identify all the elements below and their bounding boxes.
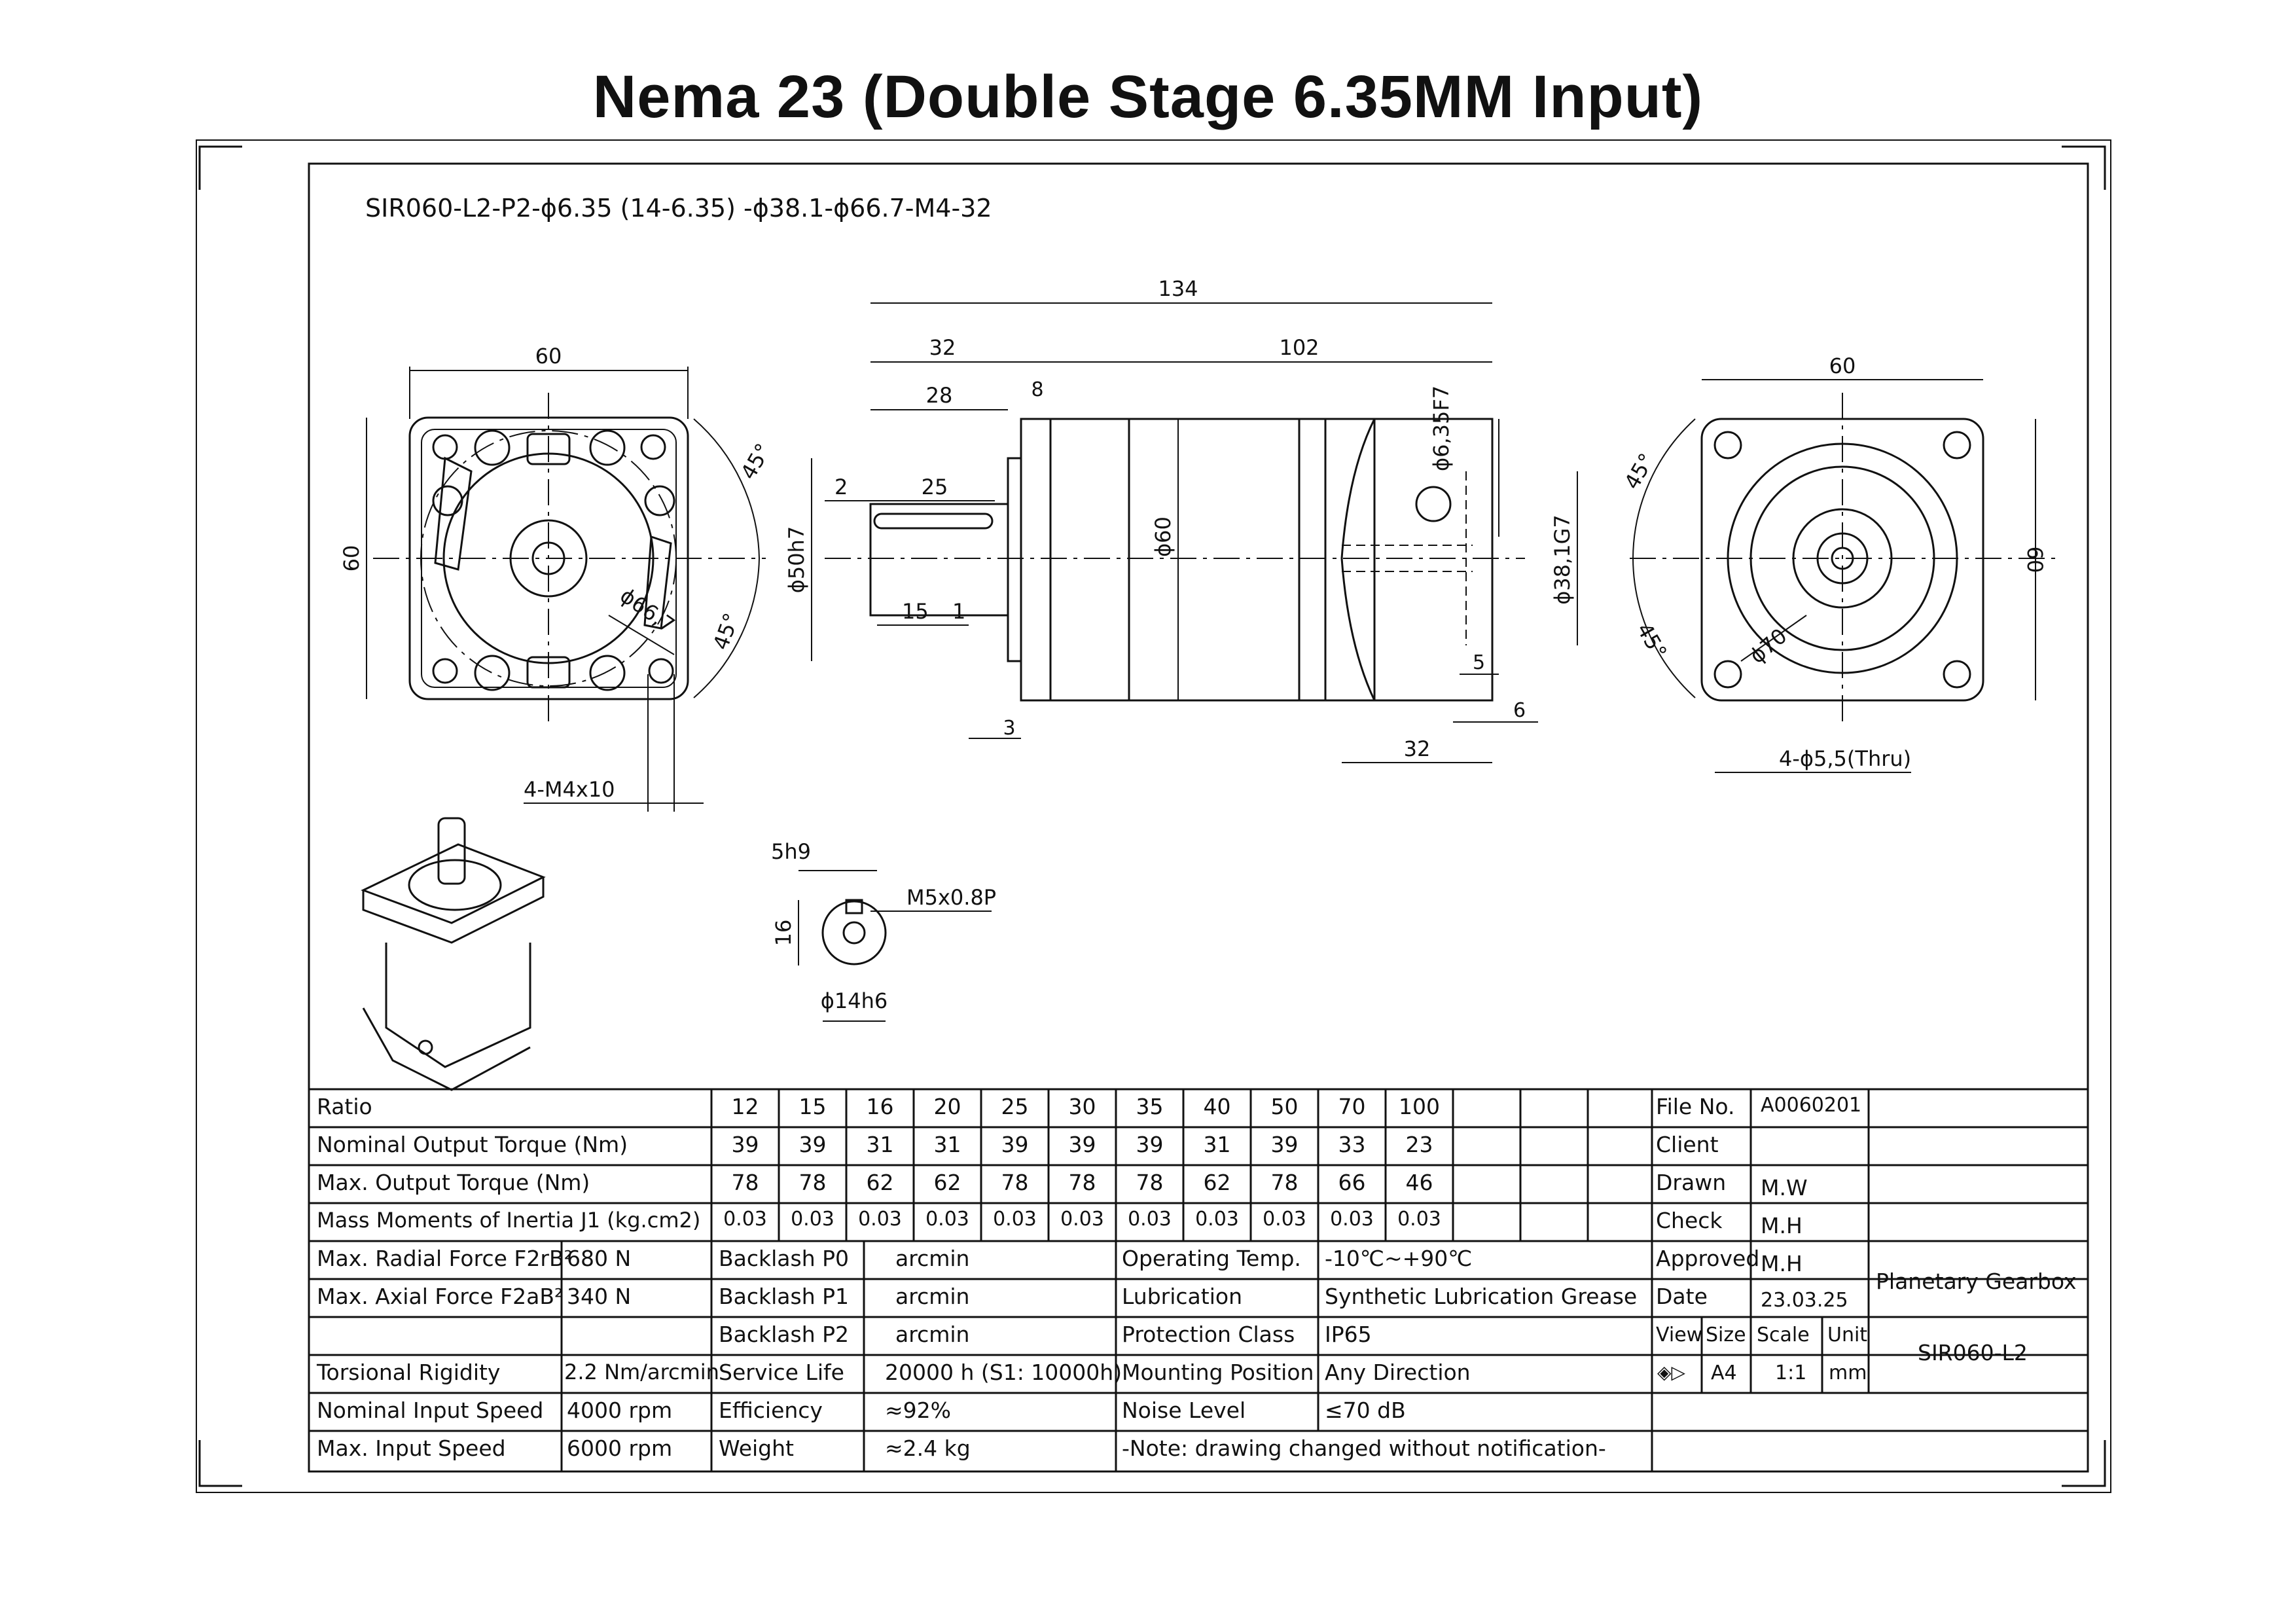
ratio-cell: 50 [1270,1094,1299,1119]
angle-rear-top: 45° [1619,448,1660,494]
product-name: Planetary Gearbox [1876,1269,2077,1294]
efficiency-label: Efficiency [719,1398,823,1423]
nominal-input-speed-value: 4000 rpm [567,1398,673,1423]
max-torque-cell: 62 [1203,1170,1231,1195]
check-label: Check [1656,1208,1723,1233]
nominal-torque-cell: 39 [1001,1132,1029,1157]
date-label: Date [1656,1284,1708,1309]
product-code: SIR060-L2 [1918,1340,2028,1365]
max-torque-cell: 78 [1001,1170,1029,1195]
service-life-label: Service Life [719,1360,844,1385]
inertia-label: Mass Moments of Inertia J1 (kg.cm2) [317,1208,701,1233]
dim-shaft-len: 28 [925,383,953,408]
view-label: View [1656,1324,1703,1346]
client-label: Client [1656,1132,1719,1157]
dim-key-len: 25 [921,475,948,499]
weight-value: ≈2.4 kg [885,1435,971,1461]
ratio-cell: 70 [1338,1094,1366,1119]
axial-force-value: 340 N [567,1284,632,1309]
dim-shaft-thread: M5x0.8P [906,885,997,910]
max-torque-cell: 78 [731,1170,759,1195]
ratio-cell: 15 [798,1094,827,1119]
backlash-p0-label: Backlash P0 [719,1246,849,1271]
max-torque-cell: 78 [798,1170,827,1195]
date-value: 23.03.25 [1761,1289,1848,1312]
mounting-position-value: Any Direction [1325,1360,1471,1385]
angle-rear-bottom: 45° [1632,619,1672,664]
torsional-rigidity-value: 2.2 Nm/arcmin [564,1360,719,1384]
noise-level-label: Noise Level [1122,1398,1246,1423]
dim-rear-len: 32 [1403,736,1431,761]
inertia-cell: 0.03 [723,1208,767,1231]
dim-input-pilot: ϕ38,1G7 [1550,514,1575,605]
ratio-cell: 35 [1136,1094,1164,1119]
file-no-label: File No. [1656,1094,1735,1119]
noise-level-value: ≤70 dB [1325,1398,1406,1423]
ratio-label: Ratio [317,1094,372,1119]
axial-force-label: Max. Axial Force F2aB² [317,1284,564,1309]
weight-label: Weight [719,1435,794,1461]
dim-side-total: 134 [1158,276,1198,301]
torsional-rigidity-label: Torsional Rigidity [317,1360,501,1385]
radial-force-label: Max. Radial Force F2rB² [317,1246,573,1271]
nominal-torque-cell: 39 [798,1132,827,1157]
nominal-torque-cell: 39 [1068,1132,1096,1157]
scale-value: 1:1 [1775,1362,1807,1384]
dim-input-bore: ϕ6,35F7 [1429,385,1454,471]
inertia-cell: 0.03 [1060,1208,1104,1231]
nominal-torque-cell: 39 [1270,1132,1299,1157]
max-torque-cell: 62 [866,1170,894,1195]
ratio-cell: 30 [1068,1094,1096,1119]
lubrication-value: Synthetic Lubrication Grease [1325,1284,1638,1309]
inertia-cell: 0.03 [993,1208,1037,1231]
nominal-torque-cell: 23 [1405,1132,1433,1157]
inertia-cell: 0.03 [1195,1208,1239,1231]
dim-pilot: ϕ50h7 [784,526,809,594]
dim-front-width: 60 [535,344,562,369]
scale-label: Scale [1757,1324,1810,1346]
protection-class-label: Protection Class [1122,1322,1295,1347]
angle-front-top: 45° [736,439,776,484]
dim-flange-thk: 8 [1031,378,1044,401]
approved-label: Approved [1656,1246,1760,1271]
dim-front-holes: 4-M4x10 [524,777,615,802]
drawn-label: Drawn [1656,1170,1727,1195]
inertia-cell: 0.03 [791,1208,834,1231]
dim-tap-len: 15 [902,599,929,624]
unit-label: Unit [1827,1324,1868,1346]
backlash-p1-label: Backlash P1 [719,1284,849,1309]
nominal-torque-cell: 33 [1338,1132,1366,1157]
dim-shaft-dia: ϕ14h6 [820,988,888,1013]
nominal-torque-cell: 31 [1203,1132,1231,1157]
torque-max-label: Max. Output Torque (Nm) [317,1170,590,1195]
max-input-speed-label: Max. Input Speed [317,1435,506,1461]
nominal-input-speed-label: Nominal Input Speed [317,1398,544,1423]
inertia-cell: 0.03 [1397,1208,1441,1231]
approved-value: M.H [1761,1251,1803,1276]
ratio-cell: 25 [1001,1094,1029,1119]
page-title: Nema 23 (Double Stage 6.35MM Input) [592,63,1704,130]
inertia-cell: 0.03 [1263,1208,1306,1231]
max-torque-cell: 66 [1338,1170,1366,1195]
size-label: Size [1706,1324,1746,1346]
max-torque-cell: 78 [1270,1170,1299,1195]
unit-value: mm [1829,1362,1867,1384]
protection-class-value: IP65 [1325,1322,1372,1347]
dim-pilot-h: 3 [1003,717,1016,740]
inertia-cell: 0.03 [858,1208,902,1231]
torque-nominal-label: Nominal Output Torque (Nm) [317,1132,628,1157]
angle-front-bottom: 45° [708,609,744,653]
dim-side-body: 102 [1279,335,1319,360]
projection-icon: ◈▷ [1657,1362,1686,1383]
dim-tap-off: 1 [952,599,966,624]
backlash-p2-value: arcmin [895,1322,970,1347]
drawn-value: M.W [1761,1175,1808,1200]
ratio-cell: 12 [731,1094,759,1119]
dim-shaft-height: 16 [771,919,796,947]
ratio-cell: 40 [1203,1094,1231,1119]
dim-side-flange: 32 [929,335,956,360]
lubrication-label: Lubrication [1122,1284,1242,1309]
dim-rear-height: 60 [2022,546,2047,573]
nominal-torque-cell: 39 [1136,1132,1164,1157]
max-torque-cell: 78 [1136,1170,1164,1195]
nominal-torque-cell: 39 [731,1132,759,1157]
size-value: A4 [1711,1362,1737,1384]
ratio-cell: 100 [1399,1094,1440,1119]
ratio-cell: 16 [866,1094,894,1119]
service-life-value: 20000 h (S1: 10000h) [885,1360,1122,1385]
dim-rear-pcd: ϕ70 [1744,623,1792,669]
dim-rear-holes: 4-ϕ5,5(Thru) [1779,746,1912,771]
dim-shaft-key: 5h9 [771,839,811,864]
dim-front-height: 60 [339,545,364,572]
mounting-position-label: Mounting Position [1122,1360,1314,1385]
operating-temp-label: Operating Temp. [1122,1246,1301,1271]
dim-body-dia: ϕ60 [1151,516,1175,557]
inertia-cell: 0.03 [925,1208,969,1231]
max-torque-cell: 62 [933,1170,961,1195]
dim-5: 5 [1473,651,1486,674]
model-code: SIR060-L2-P2-ϕ6.35 (14-6.35) -ϕ38.1-ϕ66.7-M4-32 [365,194,992,223]
efficiency-value: ≈92% [885,1398,951,1423]
dim-key-off: 2 [834,475,848,499]
nominal-torque-cell: 31 [866,1132,894,1157]
max-input-speed-value: 6000 rpm [567,1435,673,1461]
backlash-p2-label: Backlash P2 [719,1322,849,1347]
inertia-cell: 0.03 [1330,1208,1374,1231]
max-torque-cell: 46 [1405,1170,1433,1195]
drawing-note: -Note: drawing changed without notification- [1122,1435,1606,1461]
operating-temp-value: -10℃~+90℃ [1325,1246,1473,1271]
dim-rear-width: 60 [1829,353,1856,378]
nominal-torque-cell: 31 [933,1132,961,1157]
dim-front-pcd: ϕ66,7 [615,583,679,638]
dim-6: 6 [1513,699,1526,722]
radial-force-value: 680 N [567,1246,632,1271]
backlash-p0-value: arcmin [895,1246,970,1271]
file-no-value: A0060201 [1761,1094,1862,1117]
backlash-p1-value: arcmin [895,1284,970,1309]
max-torque-cell: 78 [1068,1170,1096,1195]
ratio-cell: 20 [933,1094,961,1119]
inertia-cell: 0.03 [1128,1208,1172,1231]
check-value: M.H [1761,1213,1803,1238]
